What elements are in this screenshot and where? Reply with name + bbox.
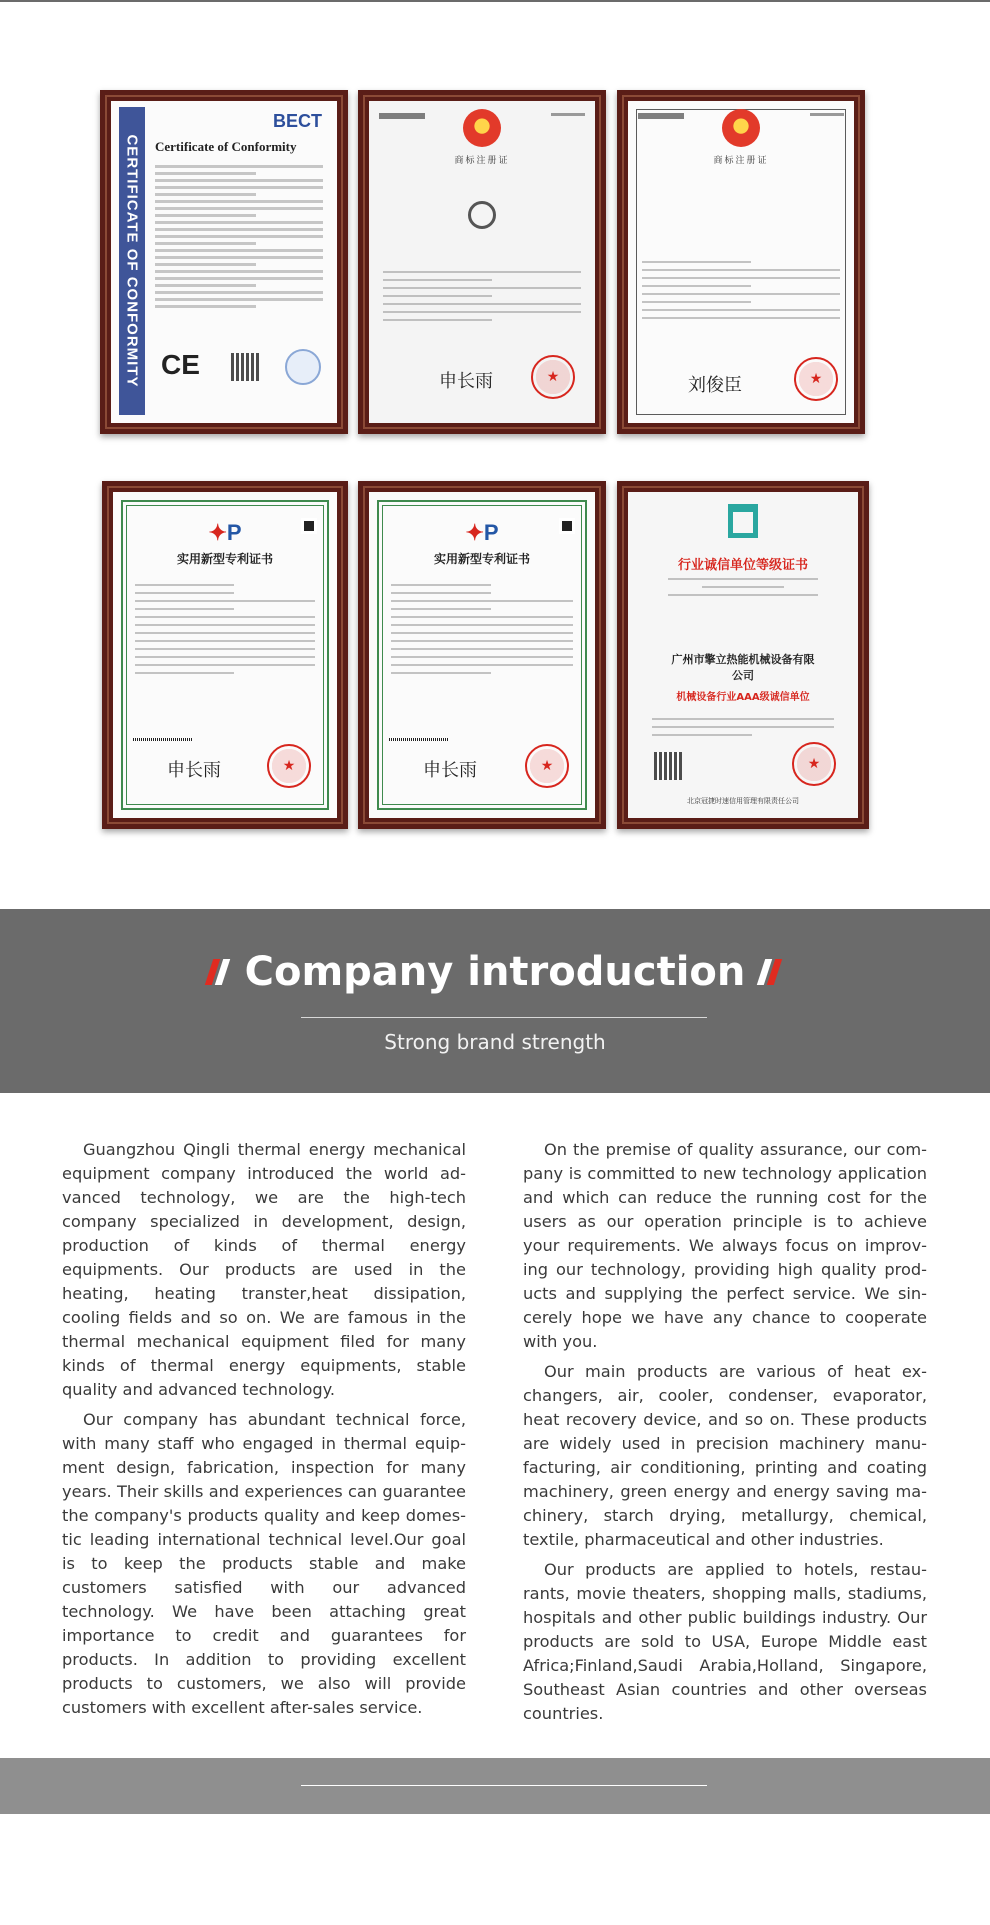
trademark-logo-icon: [468, 201, 496, 229]
credit-details: [668, 578, 818, 602]
red-seal-icon: [794, 357, 838, 401]
header-logo: [379, 113, 425, 119]
footer-band: [0, 1758, 990, 1814]
registration-number: [551, 113, 585, 116]
credit-issuer: 北京冠捷时速信用管理有限责任公司: [687, 797, 799, 805]
trademark-details: [383, 271, 581, 327]
paragraph: Guangzhou Qingli thermal energy mechanical equipment company introduced the world advanced technology, we are the high-tech company specialized in development, design, production of kinds of thermal energy equipments. Our products are used in the heating, heating transter,heat dissipation, cooling fields and so on. We are famous in the thermal mechanical equipment filed for many kinds of thermal energy equipments, stable quality and advanced technology.: [62, 1140, 466, 1399]
svg-text:BECT: BECT: [273, 111, 322, 131]
header-logo: [638, 113, 684, 119]
credit-info: [652, 718, 834, 742]
patent-office-logo-icon: ✦P: [208, 520, 242, 545]
intro-right-column: [523, 1138, 927, 1732]
certificate-paper: [369, 492, 595, 818]
slash-decoration-icon: [209, 957, 229, 987]
qr-code-icon: [231, 353, 259, 381]
certificate-patent-1: [102, 481, 348, 829]
certificate-credit: [617, 481, 869, 829]
red-seal-icon: [525, 744, 569, 788]
certificate-paper: [113, 492, 337, 818]
credit-company-name: 广州市擎立热能机械设备有限公司: [671, 653, 815, 682]
patent-details: [135, 584, 315, 680]
section-header: [0, 909, 990, 1093]
registration-number: [810, 113, 844, 116]
certificate-paper: [628, 101, 854, 423]
certificate-paper: [111, 101, 337, 423]
credit-rating: 机械设备行业AAA级诚信单位: [676, 692, 810, 703]
certificate-trademark-2: [617, 90, 865, 434]
paragraph: Our company has abundant technical force, with many staff who engaged in thermal equipment design, fabrication, inspection for many years. Their skills and experiences can guarantee the company's products quality and keep domestic leading international technical level.Our goal is to keep the products stable and make customers satisfied with our advanced technology. We have been attaching great importance to credit and guarantees for products. In addition to providing excellent products to customers, we also will provide customers with excellent after-sales service.: [62, 1410, 466, 1717]
red-seal-icon: [792, 742, 836, 786]
national-emblem-icon: [722, 109, 760, 147]
certificate-ce: [100, 90, 348, 434]
signature: 申长雨: [439, 371, 493, 392]
slash-decoration-icon: [761, 957, 781, 987]
intro-left-column: [62, 1138, 466, 1726]
paragraph: Our main products are various of heat exchangers, air, cooler, condenser, evaporator, heat recovery device, and so on. These products are widely used in precision machinery manufacturing, air conditioning, printing and coating machinery, green energy and energy saving machinery, starch drying, metallurgy, chemical, textile, pharmaceutical and other industries.: [523, 1362, 927, 1549]
signature: 刘俊臣: [688, 375, 742, 396]
patent-details: [391, 584, 573, 680]
section-title: Company introduction: [244, 949, 746, 995]
red-seal-icon: [531, 355, 575, 399]
barcode: [133, 738, 193, 741]
section-title-row: [0, 949, 990, 995]
qr-code-icon: [301, 518, 317, 534]
section-subtitle: Strong brand strength: [384, 1030, 606, 1054]
ce-band-text: CERTIFICATE OF CONFORMITY: [123, 134, 141, 388]
certificate-paper: [369, 101, 595, 423]
ce-mark-icon: CE: [161, 349, 200, 380]
red-seal-icon: [267, 744, 311, 788]
section-divider: [301, 1017, 707, 1018]
certificate-paper: [628, 492, 858, 818]
credit-title: 行业诚信单位等级证书: [677, 558, 808, 573]
qr-code-icon: [654, 752, 682, 780]
seal-icon: [285, 349, 321, 385]
paragraph: Our products are applied to hotels, restaurants, movie theaters, shopping malls, stadiums, hospitals and other public buildings industry. Our products are sold to USA, Europe Middle east Africa;Finland,Saudi Arabia,Holland, Singapore, Southeast Asian countries and other overseas countries.: [523, 1560, 927, 1723]
certificate-trademark-1: [358, 90, 606, 434]
barcode: [389, 738, 449, 741]
top-divider: [0, 0, 990, 2]
signature: 申长雨: [423, 760, 477, 781]
paragraph: On the premise of quality assurance, our company is committed to new technology application and which can reduce the running cost for the users as our operation principle is to achieve your requirements. We always focus on improving our technology, providing high quality products and supplying the perfect service. We sincerely hope we have any chance to cooperate with you.: [523, 1140, 927, 1351]
footer-divider: [301, 1785, 707, 1786]
bect-logo-icon: [271, 107, 322, 133]
national-emblem-icon: [463, 109, 501, 147]
trademark-details: [642, 261, 840, 325]
patent-title: 实用新型专利证书: [176, 552, 273, 566]
certificate-patent-2: [358, 481, 606, 829]
ce-title: Certificate of Conformity: [155, 139, 297, 154]
qr-code-icon: [559, 518, 575, 534]
patent-office-logo-icon: ✦P: [465, 520, 499, 545]
signature: 申长雨: [167, 760, 221, 781]
trademark-title: 商标注册证: [454, 156, 510, 166]
ce-body-text: [155, 165, 323, 312]
credit-logo-icon: [728, 504, 758, 538]
ce-side-band: [119, 107, 145, 415]
trademark-title: 商标注册证: [713, 156, 769, 166]
patent-title: 实用新型专利证书: [433, 552, 530, 566]
